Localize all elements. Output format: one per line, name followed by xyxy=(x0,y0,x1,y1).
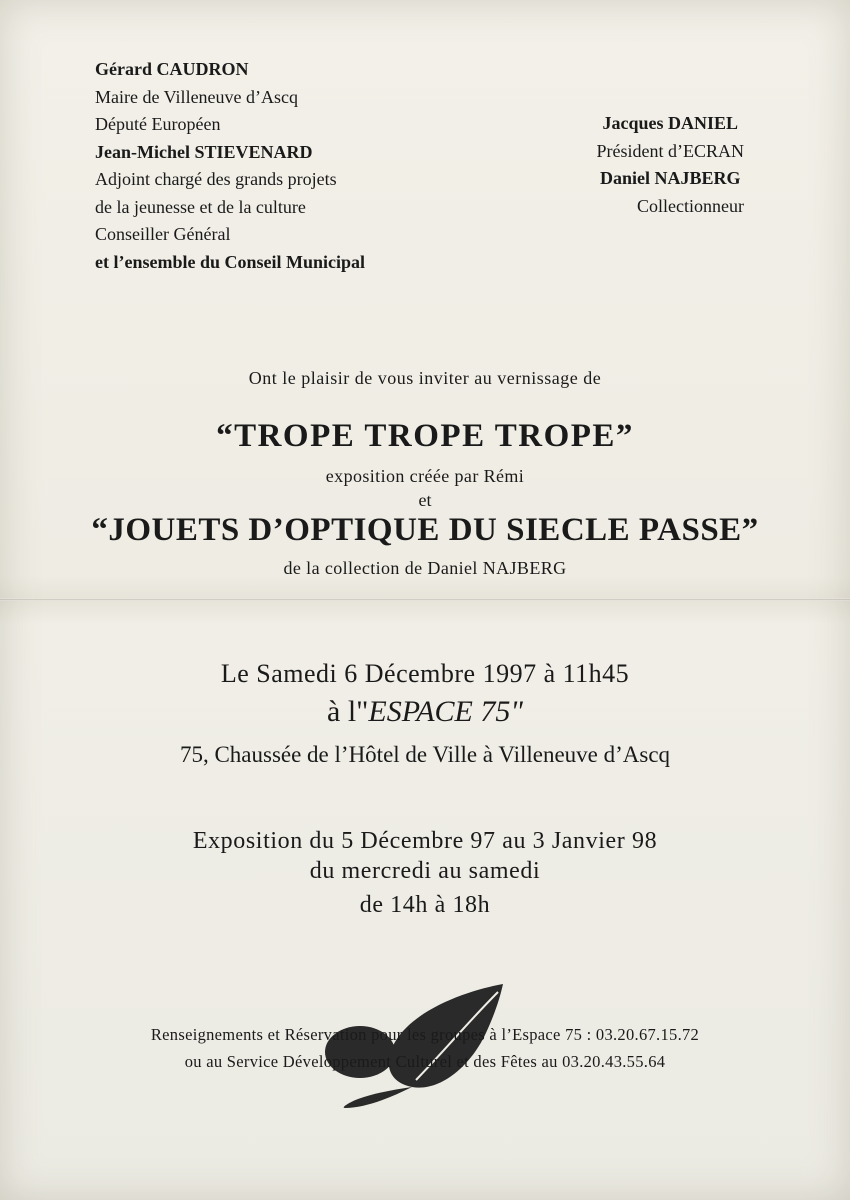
host-left-line: Jean-Michel STIEVENARD xyxy=(95,141,313,162)
host-left-line: Député Européen xyxy=(95,114,221,134)
host-left-line: Adjoint chargé des grands projets xyxy=(95,169,337,189)
host-left-line: de la jeunesse et de la culture xyxy=(95,196,306,217)
contact-line-1: Renseignements et Réservation pour les groupes à l’Espace 75 : 03.20.67.15.72 xyxy=(150,1025,700,1044)
host-left-line: Gérard CAUDRON xyxy=(95,59,249,79)
exhibition-subtitle-2: de la collection de Daniel NAJBERG xyxy=(283,558,567,578)
leaf-logo-stem xyxy=(344,1087,412,1108)
leaf-logo-icon xyxy=(320,980,510,1120)
venue-prefix: à l" xyxy=(327,695,369,728)
invitation-intro: Ont le plaisir de vous inviter au vernissage de xyxy=(248,368,602,388)
host-left-line: Conseiller Général xyxy=(95,224,231,244)
hosts-right xyxy=(597,110,745,220)
hosts-left xyxy=(95,56,365,276)
exhibition-subtitle-1: exposition créée par Rémi xyxy=(325,466,525,486)
event-venue xyxy=(0,695,850,729)
event-date: Le Samedi 6 Décembre 1997 à 11h45 xyxy=(220,659,630,688)
host-right-line: Collectionneur xyxy=(637,195,744,216)
exhibition-title-1: “TROPE TROPE TROPE” xyxy=(216,418,634,454)
exhibition-title-2: “JOUETS D’OPTIQUE DU SIECLE PASSE” xyxy=(91,512,759,548)
contact-line-2: ou au Service Développement Culturel et des Fêtes au 03.20.43.55.64 xyxy=(184,1052,666,1071)
host-right-line: Président d’ECRAN xyxy=(596,140,744,161)
host-right-line: Daniel NAJBERG xyxy=(599,168,741,188)
venue-name: ESPACE 75" xyxy=(368,695,523,728)
exhibition-hours: de 14h à 18h xyxy=(359,892,491,918)
exhibition-days: du mercredi au samedi xyxy=(309,858,541,884)
conjunction-text: et xyxy=(418,490,432,510)
exhibition-dates: Exposition du 5 Décembre 97 au 3 Janvier 98 xyxy=(192,828,658,854)
host-right-line: Jacques DANIEL xyxy=(602,113,739,133)
paper-fold-line xyxy=(0,598,850,601)
event-address: 75, Chaussée de l’Hôtel de Ville à Villeneuve d’Ascq xyxy=(179,742,671,767)
host-left-line: et l’ensemble du Conseil Municipal xyxy=(95,251,366,272)
host-left-line: Maire de Villeneuve d’Ascq xyxy=(95,86,299,107)
